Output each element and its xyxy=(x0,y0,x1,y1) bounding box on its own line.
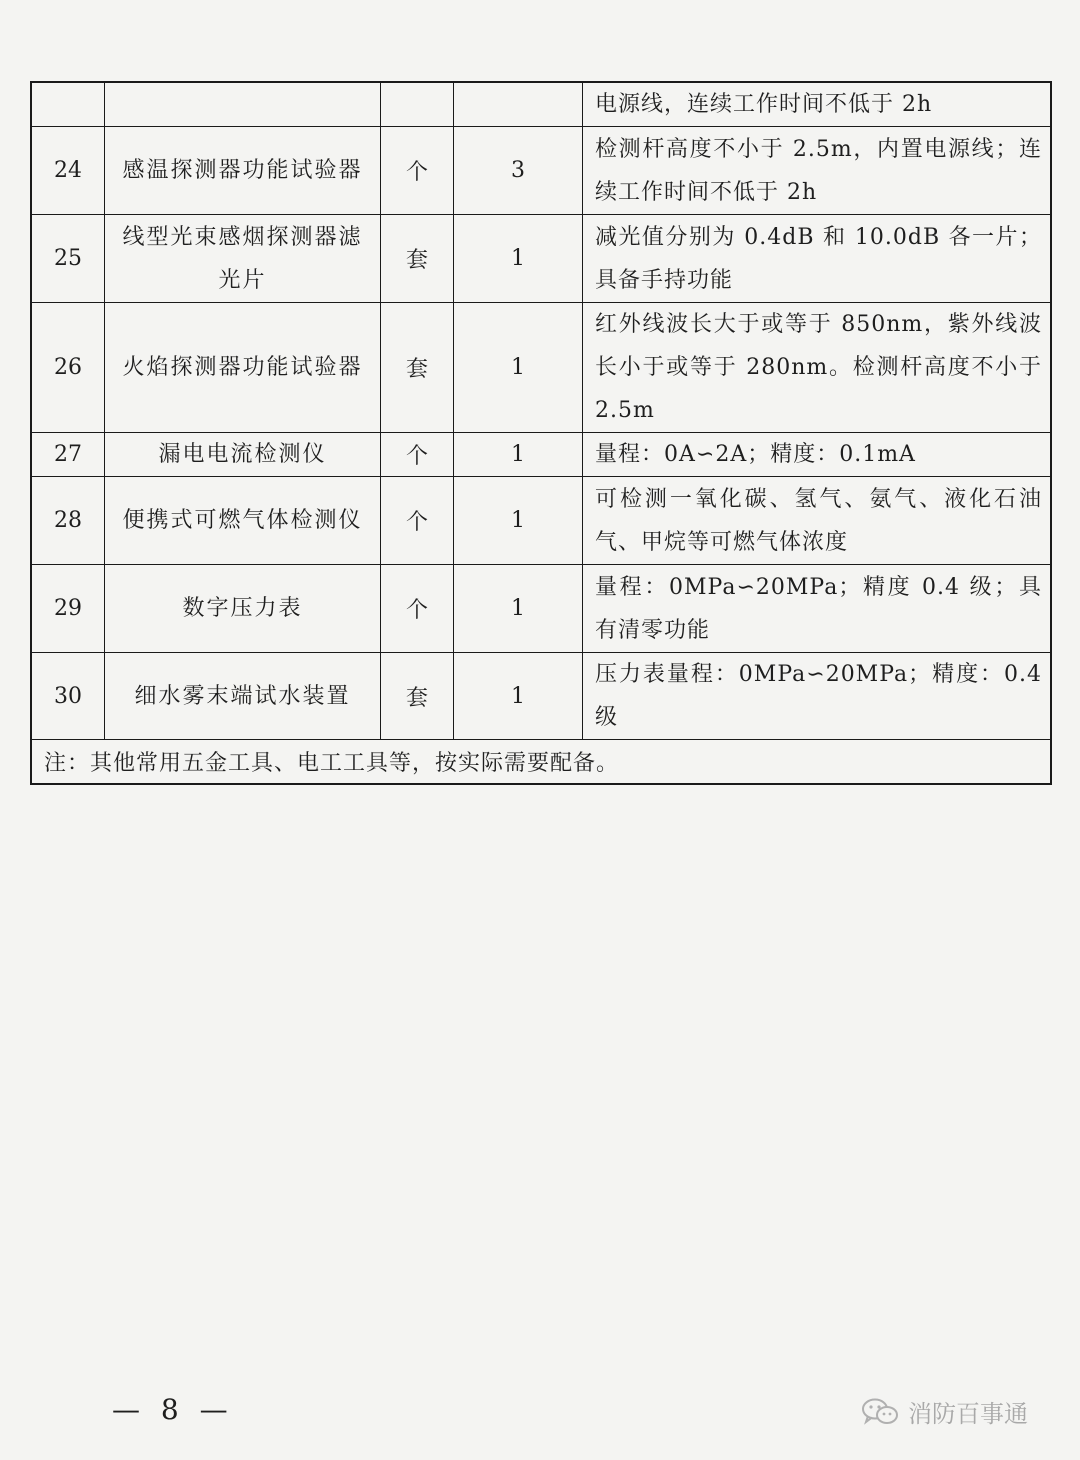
table-row xyxy=(31,303,1051,433)
equipment-name: 漏电电流检测仪 xyxy=(105,433,381,477)
table-row xyxy=(31,215,1051,303)
unit: 个 xyxy=(381,433,454,477)
equipment-table xyxy=(30,81,1052,785)
equipment-name: 细水雾末端试水装置 xyxy=(105,653,381,740)
table-row xyxy=(31,82,1051,127)
equipment-name: 线型光束感烟探测器滤光片 xyxy=(105,215,381,303)
quantity: 3 xyxy=(454,127,583,215)
watermark xyxy=(860,1394,1028,1429)
quantity xyxy=(454,82,583,127)
unit: 套 xyxy=(381,215,454,303)
equipment-name: 火焰探测器功能试验器 xyxy=(105,303,381,433)
unit: 套 xyxy=(381,653,454,740)
table-row xyxy=(31,653,1051,740)
table-row xyxy=(31,127,1051,215)
equipment-name: 数字压力表 xyxy=(105,565,381,653)
row-number: 25 xyxy=(31,215,105,303)
row-number: 30 xyxy=(31,653,105,740)
watermark-text: 消防百事通 xyxy=(908,1400,1028,1428)
equipment-name xyxy=(105,82,381,127)
table-row xyxy=(31,433,1051,477)
quantity: 1 xyxy=(454,303,583,433)
specification: 减光值分别为 0.4dB 和 10.0dB 各一片；具备手持功能 xyxy=(583,215,1052,303)
specification: 压力表量程：0MPa∽20MPa；精度：0.4 级 xyxy=(583,653,1052,740)
row-number xyxy=(31,82,105,127)
table-note: 注：其他常用五金工具、电工工具等，按实际需要配备。 xyxy=(31,740,1051,784)
unit: 个 xyxy=(381,565,454,653)
specification: 量程：0MPa∽20MPa；精度 0.4 级；具有清零功能 xyxy=(583,565,1052,653)
specification: 可检测一氧化碳、氢气、氨气、液化石油气、甲烷等可燃气体浓度 xyxy=(583,477,1052,565)
equipment-name: 便携式可燃气体检测仪 xyxy=(105,477,381,565)
page-number: — 8 — xyxy=(112,1393,234,1426)
specification: 红外线波长大于或等于 850nm，紫外线波长小于或等于 280nm。检测杆高度不小于 2.5m xyxy=(583,303,1052,433)
note-row xyxy=(31,740,1051,784)
row-number: 28 xyxy=(31,477,105,565)
row-number: 29 xyxy=(31,565,105,653)
row-number: 27 xyxy=(31,433,105,477)
unit xyxy=(381,82,454,127)
quantity: 1 xyxy=(454,565,583,653)
row-number: 26 xyxy=(31,303,105,433)
equipment-name: 感温探测器功能试验器 xyxy=(105,127,381,215)
quantity: 1 xyxy=(454,215,583,303)
unit: 套 xyxy=(381,303,454,433)
specification: 量程：0A∽2A；精度：0.1mA xyxy=(583,433,1052,477)
table-row xyxy=(31,477,1051,565)
unit: 个 xyxy=(381,127,454,215)
wechat-icon xyxy=(860,1397,900,1427)
specification: 电源线，连续工作时间不低于 2h xyxy=(583,82,1052,127)
row-number: 24 xyxy=(31,127,105,215)
quantity: 1 xyxy=(454,653,583,740)
specification: 检测杆高度不小于 2.5m，内置电源线；连续工作时间不低于 2h xyxy=(583,127,1052,215)
table-row xyxy=(31,565,1051,653)
quantity: 1 xyxy=(454,433,583,477)
unit: 个 xyxy=(381,477,454,565)
quantity: 1 xyxy=(454,477,583,565)
